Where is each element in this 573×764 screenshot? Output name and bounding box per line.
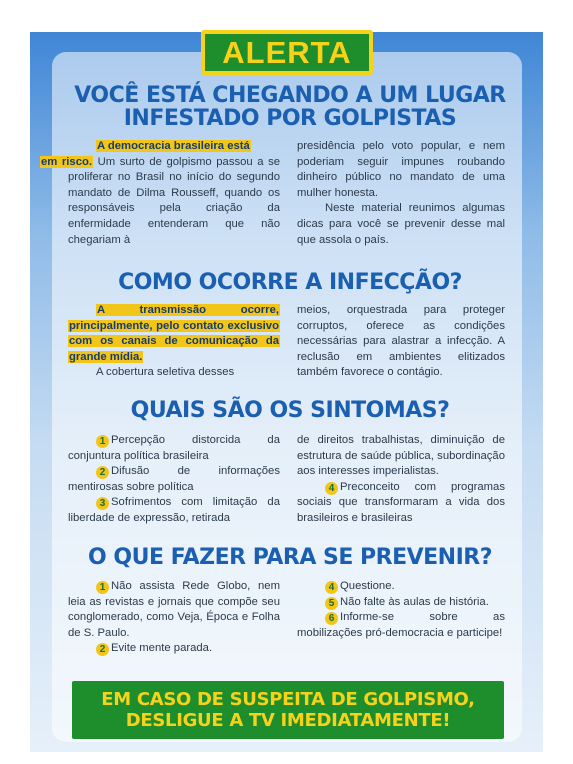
infection-left-text: A cobertura seletiva desses [96, 366, 235, 379]
infection-left-column [68, 303, 280, 381]
number-badge: 1 [96, 581, 109, 594]
number-badge: 6 [325, 612, 338, 625]
main-headline [40, 84, 540, 130]
intro-left-text: Um surto de golpismo passou a se proliferar no Brasil no início do segundo mandato de Dilma Rousseff, quando os responsáveis pela criação da enfermidade entenderam que não chegariam à [68, 155, 281, 246]
prevent-item: 1 Não assista Rede Globo, nem leia as revistas e jornais que compõe seu conglomerado, como Veja, Época e Folha de S. Paulo. [68, 580, 280, 639]
intro-left-column [41, 139, 281, 248]
section-title-prevent: O QUE FAZER PARA SE PREVENIR? [88, 545, 492, 570]
prevent-item: 6 Informe-se sobre as mobilizações pró-democracia e participe! [297, 611, 505, 639]
number-badge: 5 [325, 597, 338, 610]
footer-line-1: EM CASO DE SUSPEITA DE GOLPISMO, [101, 689, 475, 710]
footer-banner [72, 681, 504, 739]
symptom-item: 1 Percepção distorcida da conjuntura política brasileira [68, 434, 280, 462]
number-badge: 4 [325, 581, 338, 594]
number-badge: 4 [325, 482, 338, 495]
intro-highlight-2: em risco. [41, 155, 93, 168]
intro-right-text-1: presidência pelo voto popular, e nem poderiam seguir impunes roubando dinheiro público no mandato de uma mulher honesta. [297, 140, 505, 199]
number-badge: 1 [96, 435, 109, 448]
intro-right-text-2: Neste material reunimos algumas dicas para você se prevenir desse mal que assola o país. [297, 202, 505, 246]
intro-highlight-1: A democracia brasileira está [97, 140, 250, 152]
number-badge: 3 [96, 497, 109, 510]
prevent-item: 2 Evite mente parada. [68, 641, 280, 657]
alert-badge: ALERTA [201, 30, 373, 75]
prevent-item: 5 Não falte às aulas de história. [297, 595, 505, 611]
infection-right-column [297, 303, 505, 381]
prevent-right-column [297, 579, 505, 641]
infection-right-text: meios, orquestrada para proteger corruptos, oferece as condições necessárias para alastrar a infecção. A reclusão em ambientes elitizados também favorece o contágio. [297, 304, 505, 379]
headline-line-2: INFESTADO POR GOLPISTAS [123, 106, 457, 131]
number-badge: 2 [96, 643, 109, 656]
section-title-symptoms: QUAIS SÃO OS SINTOMAS? [130, 398, 450, 423]
headline-line-1: VOCÊ ESTÁ CHEGANDO A UM LUGAR [74, 83, 506, 108]
footer-line-2: DESLIGUE A TV IMEDIATAMENTE! [125, 710, 451, 731]
section-title-infection: COMO OCORRE A INFECÇÃO? [118, 270, 462, 295]
intro-right-column [297, 139, 505, 248]
symptom-continuation: de direitos trabalhistas, diminuição de estrutura de saúde pública, subordinação aos interesses imperialistas. [297, 434, 505, 478]
symptoms-left-column [68, 433, 280, 527]
prevent-left-column [68, 579, 280, 657]
prevent-item: 4 Questione. [297, 579, 505, 595]
symptoms-right-column [297, 433, 505, 527]
symptom-item: 3 Sofrimentos com limitação da liberdade de expressão, retirada [68, 496, 280, 524]
infection-highlight: A transmissão ocorre, principalmente, pelo contato exclusivo com os canais de comunicação da grande mídia. [69, 304, 279, 363]
number-badge: 2 [96, 466, 109, 479]
symptom-item: 2 Difusão de informações mentirosas sobre política [68, 465, 280, 493]
symptom-item: 4 Preconceito com programas sociais que transformaram a vida dos brasileiros e brasileiras [297, 480, 505, 524]
